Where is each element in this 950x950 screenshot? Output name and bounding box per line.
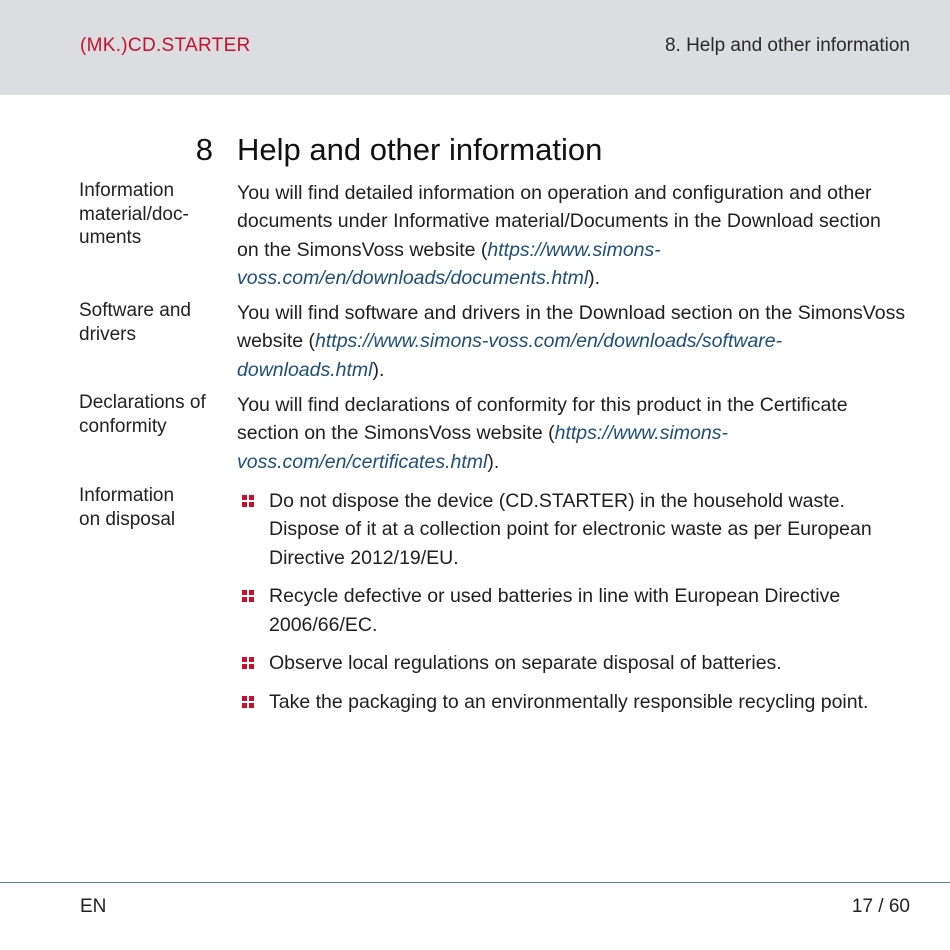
footer-divider bbox=[0, 882, 950, 883]
list-item bbox=[240, 649, 910, 677]
page-number: 17 / 60 bbox=[851, 896, 910, 917]
conformity-text: You will find declarations of conformity for this product in the Certificate section on the SimonsVoss website ( bbox=[237, 394, 848, 445]
chapter-reference: 8. Help and other information bbox=[664, 35, 910, 56]
certificates-link[interactable]: https://www.simons-voss.com/en/certificates.html bbox=[237, 422, 728, 473]
page-header bbox=[0, 0, 950, 95]
bullet-icon bbox=[242, 590, 254, 602]
section-text-software bbox=[237, 299, 907, 384]
list-item bbox=[240, 487, 910, 572]
section-label-conformity: Declarations of conformity bbox=[79, 392, 206, 437]
info-material-text: You will find detailed information on operation and configuration and other documents under Informative material/Documents in the Download section on the SimonsVoss website ( bbox=[237, 182, 881, 261]
documents-link[interactable]: https://www.simons-voss.com/en/downloads/documents.html bbox=[237, 238, 661, 289]
footer-language: EN bbox=[80, 896, 107, 917]
software-downloads-link[interactable]: https://www.simons-voss.com/en/downloads/software-downloads.html bbox=[237, 330, 783, 381]
section-text-info-material bbox=[237, 179, 907, 292]
software-text: You will find software and drivers in the Download section on the SimonsVoss website ( bbox=[237, 302, 906, 353]
bullet-icon bbox=[242, 696, 254, 708]
list-item-text: Observe local regulations on separate disposal of batteries. bbox=[269, 652, 782, 675]
disposal-list bbox=[240, 487, 910, 727]
bullet-icon bbox=[242, 657, 254, 669]
chapter-number: 8 bbox=[195, 132, 213, 167]
software-text-end: ). bbox=[372, 358, 385, 381]
list-item-text: Do not dispose the device (CD.STARTER) in the household waste. Dispose of it at a collection point for electronic waste as per European Directive 2012/19/EU. bbox=[269, 490, 872, 569]
section-label-disposal: Information on disposal bbox=[79, 485, 176, 530]
section-text-conformity bbox=[237, 391, 907, 476]
product-name: (MK.)CD.STARTER bbox=[80, 35, 251, 56]
info-material-text-end: ). bbox=[588, 266, 601, 289]
section-label-software: Software and drivers bbox=[79, 300, 191, 345]
bullet-icon bbox=[242, 495, 254, 507]
list-item bbox=[240, 582, 910, 639]
conformity-text-end: ). bbox=[487, 450, 500, 473]
list-item bbox=[240, 688, 910, 716]
section-label-info-material: Information material/doc-uments bbox=[79, 180, 189, 248]
chapter-title: Help and other information bbox=[237, 132, 603, 167]
list-item-text: Recycle defective or used batteries in line with European Directive 2006/66/EC. bbox=[269, 585, 841, 636]
list-item-text: Take the packaging to an environmentally responsible recycling point. bbox=[269, 691, 869, 714]
